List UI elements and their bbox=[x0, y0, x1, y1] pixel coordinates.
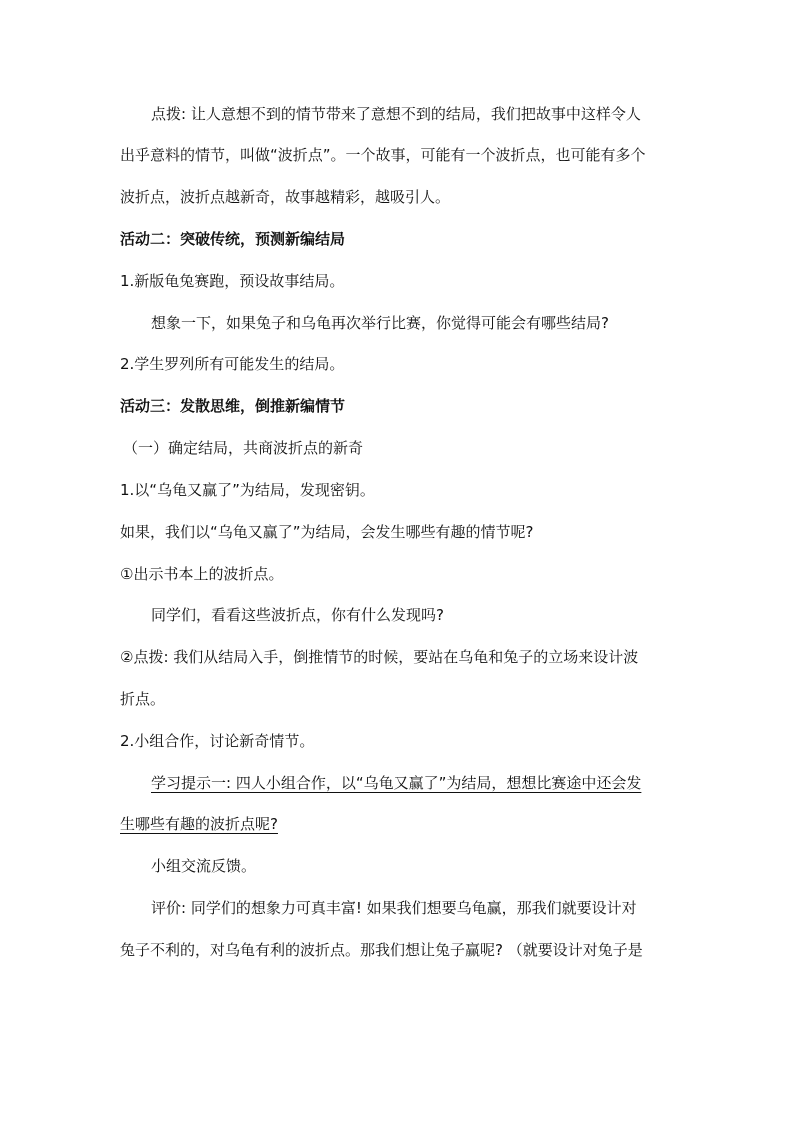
paragraph-line: 1.新版龟兔赛跑，预设故事结局。 bbox=[120, 272, 345, 290]
paragraph-line: （一）确定结局，共商波折点的新奇 bbox=[123, 439, 364, 457]
paragraph-line: 兔子不利的，对乌龟有利的波折点。那我们想让兔子赢呢? （就要设计对兔子是 bbox=[120, 941, 643, 959]
paragraph-line: 折点。 bbox=[120, 690, 166, 708]
learning-tip-line: 学习提示一: 四人小组合作，以“乌龟又赢了”为结局，想想比赛途中还会发 bbox=[151, 774, 642, 792]
paragraph-line: 2.学生罗列所有可能发生的结局。 bbox=[120, 355, 345, 373]
paragraph-line: 评价: 同学们的想象力可真丰富! 如果我们想要乌龟赢，那我们就要设计对 bbox=[151, 899, 637, 917]
paragraph-line: 2.小组合作，讨论新奇情节。 bbox=[120, 732, 315, 750]
paragraph-line: 小组交流反馈。 bbox=[151, 857, 257, 875]
paragraph-line: 出乎意料的情节，叫做“波折点”。一个故事，可能有一个波折点，也可能有多个 bbox=[120, 146, 646, 164]
paragraph-line: 想象一下，如果兔子和乌龟再次举行比赛，你觉得可能会有哪些结局? bbox=[151, 314, 609, 332]
paragraph-line: 如果，我们以“乌龟又赢了”为结局，会发生哪些有趣的情节呢? bbox=[120, 523, 534, 541]
paragraph-line: 波折点，波折点越新奇，故事越精彩，越吸引人。 bbox=[120, 188, 451, 206]
paragraph-line: 同学们，看看这些波折点，你有什么发现吗? bbox=[151, 606, 444, 624]
paragraph-line: ②点拨: 我们从结局入手，倒推情节的时候，要站在乌龟和兔子的立场来设计波 bbox=[120, 648, 639, 666]
section-heading: 活动三：发散思维，倒推新编情节 bbox=[120, 397, 346, 415]
learning-tip-line: 生哪些有趣的波折点呢? bbox=[120, 815, 278, 833]
paragraph-line: ①出示书本上的波折点。 bbox=[120, 565, 284, 583]
section-heading: 活动二：突破传统，预测新编结局 bbox=[120, 230, 346, 248]
paragraph-line: 1.以“乌龟又赢了”为结局，发现密钥。 bbox=[120, 481, 375, 499]
paragraph-line: 点拨: 让人意想不到的情节带来了意想不到的结局，我们把故事中这样令人 bbox=[151, 105, 641, 123]
